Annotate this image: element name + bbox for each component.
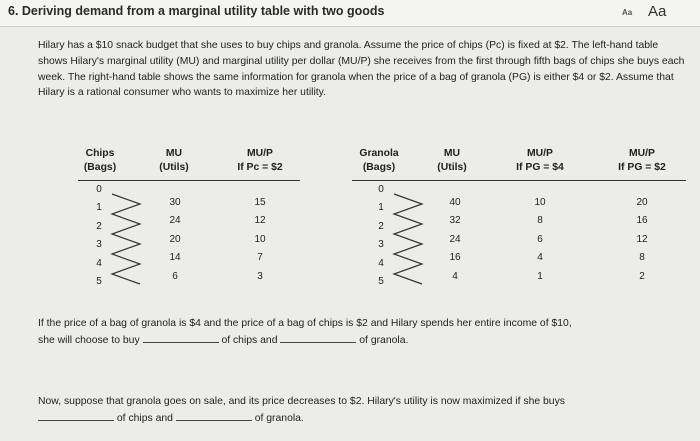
chips-bags-cell: 5 [96,276,102,287]
granola-mup4-cell: 8 [537,215,543,227]
header-line: MU/P [629,148,655,159]
granola-bags-cell: 3 [378,239,384,251]
question-1-line1: If the price of a bag of granola is $4 and the price of a bag of chips is $2 and Hilary spends her entire income of $10, [38,318,572,329]
granola-header-mup4 [498,147,582,175]
chips-zigzag-brace [110,190,146,290]
chips-mup-cell: 10 [254,233,266,245]
header-line: If Pc = $2 [237,162,283,173]
chips-mup-cell: 12 [254,215,266,227]
question-2-part-b: of chips and [116,413,173,424]
granola-mup4-cell: 1 [537,270,543,282]
header-line: MU/P [247,148,273,159]
granola-bags-cell: 1 [378,202,384,214]
chips-bags-cell: 0 [96,184,102,195]
granola-bags-cell: 0 [378,184,384,195]
granola-mup2-cell: 20 [636,197,648,208]
question-1-line2 [38,332,688,349]
header-line: MU [443,148,461,159]
chips-mup-cell: 15 [254,197,266,208]
question-2 [38,394,688,427]
header-line: MU/P [527,148,553,159]
granola-mu-cell: 4 [452,270,458,282]
granola-mu-cell: 16 [449,252,461,264]
chips-mu-cell: 6 [172,270,178,282]
granola-zigzag-brace [392,190,428,290]
granola-bags-cell: 2 [378,220,384,232]
granola-mup4-cell: 6 [537,233,543,245]
question-2-line2 [38,410,688,427]
granola-mup2-cell: 12 [636,233,648,245]
header-line: (Bags) [362,162,396,173]
granola-mup2-cell: 8 [639,252,645,264]
granola-mu-cell: 24 [449,233,461,245]
granola-header-rule [352,180,686,181]
question-2-line1: Now, suppose that granola goes on sale, and its price decreases to $2. Hilary's utility is now maximized if she buys [38,396,565,407]
question-1-part-c: of granola. [359,335,409,346]
chips-header-mup [220,147,300,175]
header-line: If PG = $4 [516,162,564,173]
chips-header-rule [78,180,300,181]
granola-header-bags [350,147,408,175]
granola-mup2-cell: 2 [639,270,645,282]
chips-bags-cell: 2 [96,220,102,232]
q2-chips-answer-blank[interactable] [38,410,114,421]
chips-mu-cell: 24 [169,215,181,227]
header-line: If PG = $2 [618,162,666,173]
header-line: Granola [359,148,399,159]
chips-mu-cell: 14 [169,252,181,264]
question-title: 6. Deriving demand from a marginal utility table with two goods [8,4,385,18]
question-1 [38,316,688,349]
chips-bags-cell: 1 [96,202,102,214]
granola-mup4-cell: 10 [534,197,546,208]
chips-mu-cell: 30 [169,197,181,208]
q1-granola-answer-blank[interactable] [280,332,356,343]
chips-bags-cell: 4 [96,257,102,269]
granola-mu-cell: 40 [449,197,461,208]
chips-mup-cell: 7 [257,252,263,264]
granola-mup4-cell: 4 [537,252,543,264]
header-line: (Utils) [437,162,467,173]
chips-mup-cell: 3 [257,270,263,282]
chips-header-bags [76,147,124,175]
question-2-part-c: of granola. [254,413,304,424]
header-line: MU [165,148,183,159]
granola-mu-cell: 32 [449,215,461,227]
question-1-part-b: of chips and [221,335,278,346]
chips-header-mu [144,147,204,175]
header-line: (Utils) [159,162,189,173]
granola-mup2-cell: 16 [636,215,648,227]
chips-mu-cell: 20 [169,233,181,245]
q2-granola-answer-blank[interactable] [176,410,252,421]
header-line: (Bags) [83,162,117,173]
decrease-font-button[interactable]: Aa [622,8,633,17]
intro-paragraph: Hilary has a $10 snack budget that she uses to buy chips and granola. Assume the price of chips (Pc) is fixed at $2. The left-hand table shows Hilary's marginal utility (MU) and marginal utility per dollar (MU/P) she receives from the first through fifth bags of chips she buys each week. The right-hand table shows the same information for granola when the price of a bag of granola (PG) is either $4 or $2. Assume that Hilary is a rational consumer who wants to maximize her utility. [38,40,685,99]
increase-font-button[interactable]: Aa [648,3,667,20]
chips-bags-cell: 3 [96,239,102,251]
header-line: Chips [85,148,115,159]
granola-bags-cell: 4 [378,257,384,269]
granola-header-mup2 [600,147,684,175]
granola-bags-cell: 5 [378,276,384,287]
question-1-part-a: she will choose to buy [38,335,140,346]
granola-header-mu [422,147,482,175]
header-bar [0,0,700,27]
q1-chips-answer-blank[interactable] [143,332,219,343]
